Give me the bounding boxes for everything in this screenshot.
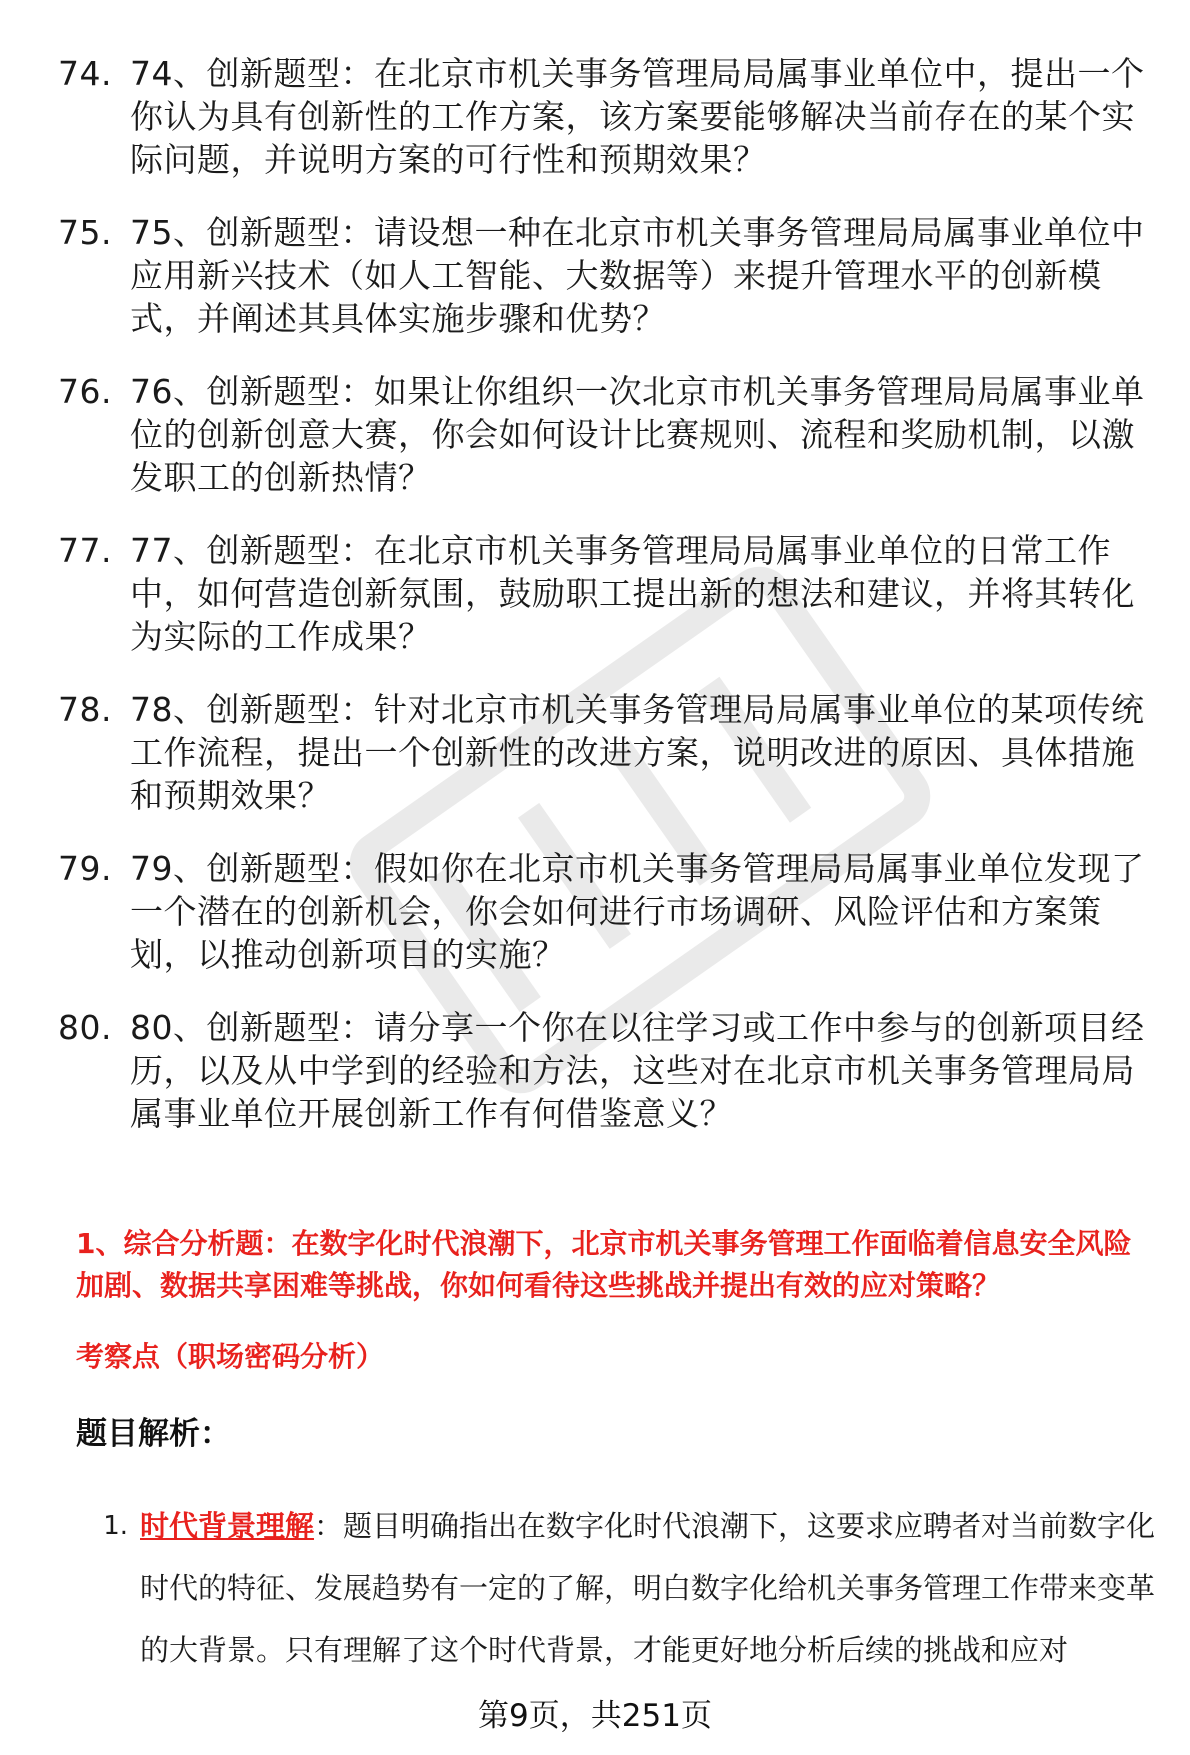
point-keyword: 时代背景理解 bbox=[140, 1509, 315, 1543]
point-text: ：题目明确指出在数字化时代浪潮下，这要求应聘者对当前数字化时代的特征、发展趋势有一定的了解，明白数字化给机关事务管理工作带来变革的大背景。只有理解了这个时代背景，才能更好地分析后续的挑战和应对 bbox=[140, 1509, 1156, 1667]
analysis-question-block bbox=[76, 1223, 1156, 1377]
question-number: 76. bbox=[58, 372, 112, 411]
question-item bbox=[58, 52, 1148, 181]
question-text: 77、创新题型：在北京市机关事务管理局局属事业单位的日常工作中，如何营造创新氛围，鼓励职工提出新的想法和建议，并将其转化为实际的工作成果？ bbox=[130, 531, 1135, 656]
question-item bbox=[58, 847, 1148, 976]
question-number: 75. bbox=[58, 213, 112, 252]
question-text: 75、创新题型：请设想一种在北京市机关事务管理局局属事业单位中应用新兴技术（如人工智能、大数据等）来提升管理水平的创新模式，并阐述其具体实施步骤和优势？ bbox=[130, 213, 1145, 338]
point-body bbox=[140, 1495, 1156, 1681]
question-text: 74、创新题型：在北京市机关事务管理局局属事业单位中，提出一个你认为具有创新性的工作方案，该方案要能够解决当前存在的某个实际问题，并说明方案的可行性和预期效果？ bbox=[130, 54, 1145, 179]
question-number: 79. bbox=[58, 849, 112, 888]
analysis-point-list bbox=[76, 1495, 1156, 1681]
exam-point-label: 考察点（职场密码分析） bbox=[76, 1340, 385, 1373]
question-text: 80、创新题型：请分享一个你在以往学习或工作中参与的创新项目经历，以及从中学到的经验和方法，这些对在北京市机关事务管理局局属事业单位开展创新工作有何借鉴意义？ bbox=[130, 1008, 1145, 1133]
analysis-point bbox=[76, 1495, 1156, 1681]
question-number: 78. bbox=[58, 690, 112, 729]
question-item bbox=[58, 211, 1148, 340]
question-text: 78、创新题型：针对北京市机关事务管理局局属事业单位的某项传统工作流程，提出一个创新性的改进方案，说明改进的原因、具体措施和预期效果？ bbox=[130, 690, 1145, 815]
analysis-question-heading: 1、综合分析题：在数字化时代浪潮下，北京市机关事务管理工作面临着信息安全风险加剧、数据共享困难等挑战，你如何看待这些挑战并提出有效的应对策略？ bbox=[76, 1227, 1132, 1302]
question-item bbox=[58, 370, 1148, 499]
question-item bbox=[58, 1006, 1148, 1135]
point-number: 1. bbox=[103, 1511, 128, 1541]
question-list bbox=[58, 52, 1148, 1165]
question-text: 79、创新题型：假如你在北京市机关事务管理局局属事业单位发现了一个潜在的创新机会，你会如何进行市场调研、风险评估和方案策划，以推动创新项目的实施？ bbox=[130, 849, 1145, 974]
question-item bbox=[58, 529, 1148, 658]
question-item bbox=[58, 688, 1148, 817]
analysis-title: 题目解析： bbox=[76, 1416, 231, 1452]
page-footer: 第9页，共251页 bbox=[478, 1698, 712, 1734]
question-number: 74. bbox=[58, 54, 112, 93]
question-number: 80. bbox=[58, 1008, 112, 1047]
question-text: 76、创新题型：如果让你组织一次北京市机关事务管理局局属事业单位的创新创意大赛，你会如何设计比赛规则、流程和奖励机制，以激发职工的创新热情？ bbox=[130, 372, 1145, 497]
question-number: 77. bbox=[58, 531, 112, 570]
